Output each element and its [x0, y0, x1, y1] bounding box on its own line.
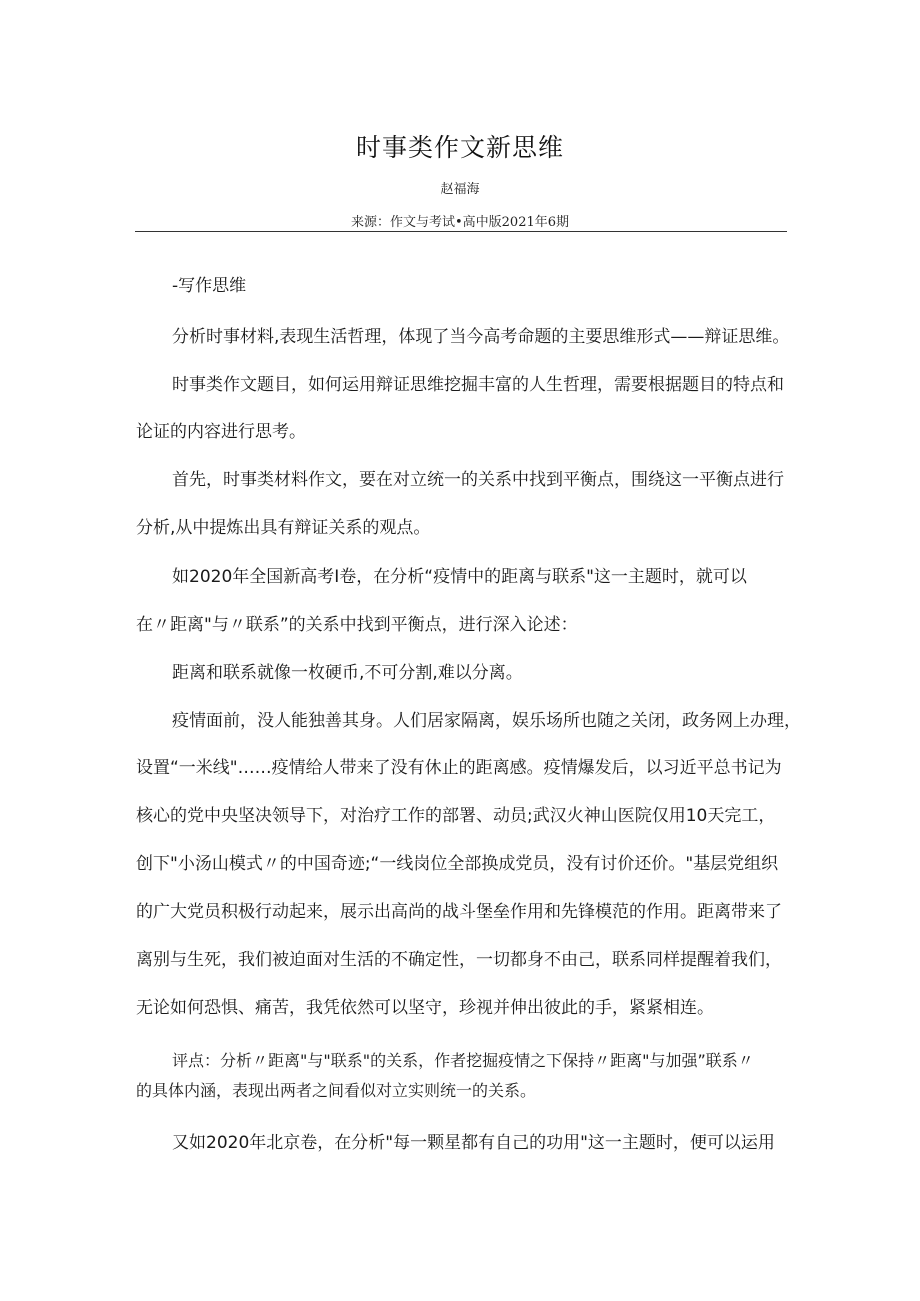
paragraph-line: 如2020年全国新高考Ⅰ卷，在分析“疫情中的距离与联系"这一主题时，就可以 — [172, 567, 747, 587]
paragraph-line: 核心的党中央坚决领导下，对治疗工作的部署、动员;武汉火神山医院仅用10天完工， — [136, 806, 776, 826]
paragraph-line: 首先，时事类材料作文，要在对立统一的关系中找到平衡点，围绕这一平衡点进行 — [172, 470, 784, 490]
paragraph-line: 分析,从中提炼出具有辩证关系的观点。 — [136, 518, 431, 538]
paragraph-line: 的广大党员积极行动起来，展示出高尚的战斗堡垒作用和先锋模范的作用。距离带来了 — [136, 902, 782, 922]
paragraph-line: 又如2020年北京卷，在分析"每一颗星都有自己的功用"这一主题时，便可以运用 — [172, 1133, 775, 1153]
paragraph-line: 离别与生死，我们被迫面对生活的不确定性，一切都身不由己，联系同样提醒着我们， — [136, 950, 782, 970]
paragraph-line: 在〃距离"与〃联系”的关系中找到平衡点，进行深入论述： — [136, 615, 578, 635]
header-divider — [135, 231, 787, 232]
paragraph-line: 距离和联系就像一枚硬币,不可分割,难以分离。 — [172, 663, 523, 683]
article-title: 时事类作文新思维 — [355, 133, 564, 162]
paragraph-line: 时事类作文题目，如何运用辩证思维挖掘丰富的人生哲理，需要根据题目的特点和 — [172, 375, 784, 395]
paragraph-line: 疫情面前，没人能独善其身。人们居家隔离，娱乐场所也随之关闭，政务网上办理， — [172, 711, 801, 731]
article-source: 来源：作文与考试•高中版2021年6期 — [350, 215, 570, 230]
paragraph-line: 论证的内容进行思考。 — [136, 422, 306, 442]
paragraph-line: 无论如何恐惧、痛苦，我凭依然可以坚守，珍视并伸出彼此的手，紧紧相连。 — [136, 998, 714, 1018]
section-heading: -写作思维 — [172, 276, 247, 296]
comment-line: 的具体内涵，表现出两者之间看似对立实则统一的关系。 — [136, 1081, 537, 1100]
comment-line: 评点：分析〃距离"与"联系"的关系，作者挖掘疫情之下保持〃距离"与加强”联系〃 — [172, 1051, 754, 1070]
paragraph-line: 设置“一米线"……疫情给人带来了没有休止的距离感。疫情爆发后，以习近平总书记为 — [136, 758, 782, 778]
paragraph-line: 创下"小汤山模式〃的中国奇迹;“一线岗位全部换成党员，没有讨价还价。"基层党组织 — [136, 854, 779, 874]
article-author: 赵福海 — [440, 182, 480, 197]
paragraph-line: 分析时事材料,表现生活哲理，体现了当今高考命题的主要思维形式——辩证思维。 — [172, 327, 790, 347]
